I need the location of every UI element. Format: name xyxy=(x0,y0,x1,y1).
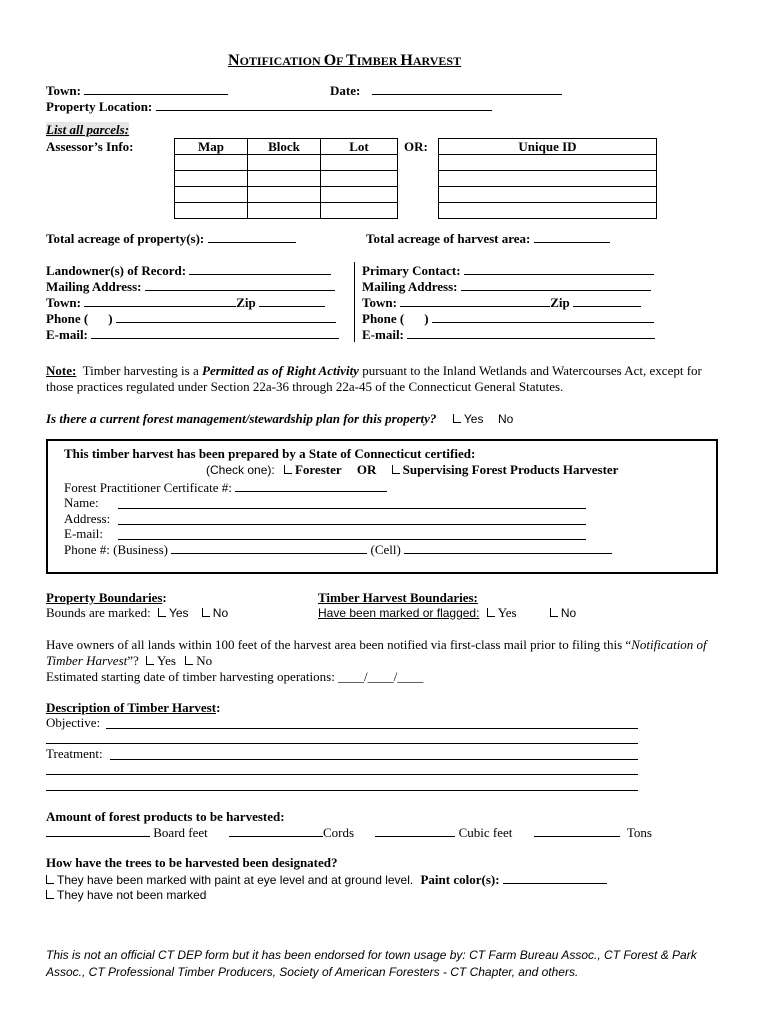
cubic-feet-label: Cubic feet xyxy=(458,825,513,840)
contact-phone-row xyxy=(362,311,654,326)
cubic-feet-field[interactable] xyxy=(375,825,455,837)
table-cell[interactable] xyxy=(321,171,398,187)
notified-yes-label: Yes xyxy=(157,653,176,668)
paint-color-label: Paint color(s): xyxy=(420,872,500,887)
cords-field[interactable] xyxy=(229,825,323,837)
title-part: ARVEST xyxy=(412,54,462,68)
paint-color-field[interactable] xyxy=(503,872,607,884)
cert-number-row xyxy=(64,480,387,495)
cell-phone-field[interactable] xyxy=(404,542,612,554)
assessor-label: Assessor’s Info: xyxy=(46,139,134,154)
board-feet-field[interactable] xyxy=(46,825,150,837)
town-label: Town: xyxy=(46,83,81,98)
landowner-mailing-label: Mailing Address: xyxy=(46,279,142,294)
notified-no-label: No xyxy=(196,653,213,668)
table-header-row xyxy=(175,139,398,155)
contact-email-field[interactable] xyxy=(407,327,655,339)
landowner-email-label: E-mail: xyxy=(46,327,88,342)
total-acreage-harvest-field[interactable] xyxy=(534,231,610,243)
timber-yes-checkbox[interactable] xyxy=(487,608,495,617)
title-part: IMBER xyxy=(356,54,401,68)
table-cell[interactable] xyxy=(321,155,398,171)
cert-name-label: Name: xyxy=(64,495,99,510)
title-part: OTIFICATION xyxy=(239,54,324,68)
table-cell[interactable] xyxy=(248,171,321,187)
form-title xyxy=(228,52,461,70)
board-feet-label: Board feet xyxy=(153,825,208,840)
check-one-label: (Check one): xyxy=(206,463,275,477)
table-row xyxy=(175,155,398,171)
landowner-phone-row xyxy=(46,311,336,326)
owners-notified-emphasis: Notification of Timber Harvest xyxy=(46,637,707,668)
start-date-row[interactable]: Estimated starting date of timber harvesting operations: ____/____/____ xyxy=(46,669,424,684)
contact-town-field[interactable] xyxy=(400,295,550,307)
cert-email-field[interactable] xyxy=(118,539,586,540)
objective-field[interactable] xyxy=(106,728,638,729)
landowner-town-label: Town: xyxy=(46,295,81,310)
note-text: pursuant to the Inland Wetlands and Watercourses Act, except for those practices regulated under Section 22a-36 through 22a-45 of the Connecticut General Statutes. xyxy=(46,363,702,394)
contact-town-row xyxy=(362,295,641,310)
table-row xyxy=(439,203,657,219)
landowner-zip-field[interactable] xyxy=(259,295,325,307)
table-row xyxy=(439,187,657,203)
table-cell[interactable] xyxy=(321,187,398,203)
bounds-marked-row xyxy=(46,605,228,621)
treatment-label: Treatment: xyxy=(46,746,103,761)
property-boundaries-colon: : xyxy=(162,590,167,605)
contact-mailing-field[interactable] xyxy=(461,279,651,291)
timber-no-checkbox[interactable] xyxy=(550,608,558,617)
landowner-zip-label: Zip xyxy=(236,295,256,310)
forester-checkbox[interactable] xyxy=(284,465,292,474)
timber-marked-label: Have been marked or flagged: xyxy=(318,606,480,620)
designation-title: How have the trees to be harvested been designated? xyxy=(46,855,338,870)
note-label: Note: xyxy=(46,363,77,378)
products-title: Amount of forest products to be harvested: xyxy=(46,809,285,824)
description-title-text: Description of Timber Harvest xyxy=(46,700,217,715)
column-divider xyxy=(354,262,355,342)
objective-field-line[interactable] xyxy=(46,743,638,744)
owners-notified-text: Have owners of all lands within 100 feet of the harvest area been notified via first-class mail prior to filing this “ xyxy=(46,637,632,652)
contact-mailing-row xyxy=(362,279,651,294)
tons-label: Tons xyxy=(626,825,652,840)
contact-mailing-label: Mailing Address: xyxy=(362,279,458,294)
table-cell[interactable] xyxy=(175,203,248,219)
contact-zip-label: Zip xyxy=(550,295,570,310)
table-cell[interactable] xyxy=(321,203,398,219)
town-row xyxy=(46,83,228,98)
property-boundaries-title xyxy=(46,590,167,605)
property-location-field[interactable] xyxy=(156,99,492,111)
or-label: OR: xyxy=(404,139,428,154)
landowner-field[interactable] xyxy=(189,263,331,275)
contact-phone-field[interactable] xyxy=(432,311,654,323)
landowner-phone-close: ) xyxy=(108,311,113,326)
landowner-phone-label: Phone ( xyxy=(46,311,89,326)
landowner-town-row xyxy=(46,295,325,310)
title-part: N xyxy=(228,52,240,69)
plan-question-row xyxy=(46,411,513,427)
notified-no-checkbox[interactable] xyxy=(185,656,193,665)
cert-phone-label: Phone #: xyxy=(64,542,110,557)
note-emphasis: Permitted as of Right Activity xyxy=(202,363,359,378)
list-parcels-text: List all parcels xyxy=(46,122,125,137)
list-parcels-colon: : xyxy=(124,122,130,137)
contact-zip-field[interactable] xyxy=(573,295,641,307)
assessor-table xyxy=(174,138,398,219)
marked-checkbox[interactable] xyxy=(46,875,54,884)
notified-yes-checkbox[interactable] xyxy=(146,656,154,665)
plan-yes-label: Yes xyxy=(463,412,484,426)
table-row xyxy=(439,171,657,187)
total-acreage-harvest-row xyxy=(366,231,610,246)
title-part: F xyxy=(336,54,347,68)
contact-email-label: E-mail: xyxy=(362,327,404,342)
check-one-row xyxy=(206,462,618,478)
contact-label: Primary Contact: xyxy=(362,263,461,278)
total-acreage-property-row xyxy=(46,231,296,246)
total-acreage-property-label: Total acreage of property(s): xyxy=(46,231,205,246)
treatment-field[interactable] xyxy=(110,759,638,760)
business-phone-field[interactable] xyxy=(171,542,367,554)
products-row xyxy=(46,825,652,840)
plan-yes-checkbox[interactable] xyxy=(453,414,461,423)
cell-phone-label: (Cell) xyxy=(370,542,401,557)
cert-name-field[interactable] xyxy=(118,508,586,509)
unique-id-table xyxy=(438,138,657,219)
plan-question-label: Is there a current forest management/stewardship plan for this property? xyxy=(46,411,437,426)
owners-notified-text: ”? xyxy=(127,653,139,668)
cert-number-label: Forest Practitioner Certificate #: xyxy=(64,480,232,495)
table-cell[interactable] xyxy=(248,187,321,203)
certification-title: This timber harvest has been prepared by a State of Connecticut certified: xyxy=(64,446,476,461)
marked-label: They have been marked with paint at eye level and at ground level. xyxy=(57,873,414,887)
timber-yes-label: Yes xyxy=(497,605,517,620)
landowner-label: Landowner(s) of Record: xyxy=(46,263,187,278)
contact-field[interactable] xyxy=(464,263,654,275)
title-part: O xyxy=(323,52,337,69)
table-row xyxy=(175,203,398,219)
table-cell[interactable] xyxy=(175,187,248,203)
cert-phone-row xyxy=(64,542,612,557)
landowner-town-field[interactable] xyxy=(84,295,236,307)
list-parcels-label xyxy=(46,122,129,137)
bounds-yes-label: Yes xyxy=(168,606,189,620)
cords-label: Cords xyxy=(323,825,355,840)
footer-note: This is not an official CT DEP form but it has been endorsed for town usage by: CT Farm Bureau Assoc., CT Forest & Park Assoc., CT Professional Timber Producers, Society of American Foresters - CT Chapter, and others. xyxy=(46,948,697,979)
landowner-phone-field[interactable] xyxy=(116,311,336,323)
landowner-mailing-field[interactable] xyxy=(145,279,335,291)
objective-label: Objective: xyxy=(46,715,101,730)
not-marked-label: They have not been marked xyxy=(57,888,207,902)
cert-number-field[interactable] xyxy=(235,480,387,492)
table-cell[interactable] xyxy=(175,155,248,171)
bounds-no-checkbox[interactable] xyxy=(202,608,210,617)
forester-label: Forester xyxy=(294,462,342,477)
property-boundaries-text: Property Boundaries xyxy=(46,590,163,605)
treatment-field-line[interactable] xyxy=(46,774,638,775)
cert-address-field[interactable] xyxy=(118,524,586,525)
title-part: H xyxy=(400,52,413,69)
contact-email-row xyxy=(362,327,655,342)
table-cell[interactable] xyxy=(248,203,321,219)
description-title-colon: : xyxy=(216,700,221,715)
treatment-field-line[interactable] xyxy=(46,790,638,791)
landowner-mailing-row xyxy=(46,279,335,294)
note-paragraph xyxy=(46,363,722,395)
landowner-email-field[interactable] xyxy=(91,327,339,339)
bounds-no-label: No xyxy=(212,606,229,620)
timber-no-label: No xyxy=(560,606,577,620)
date-label: Date: xyxy=(330,83,361,98)
or-label: OR xyxy=(356,462,377,477)
table-row xyxy=(439,155,657,171)
description-title xyxy=(46,700,220,715)
table-cell[interactable] xyxy=(439,187,657,203)
property-location-label: Property Location: xyxy=(46,99,153,114)
timber-boundaries-title: Timber Harvest Boundaries: xyxy=(318,590,478,605)
table-row xyxy=(175,187,398,203)
table-cell[interactable] xyxy=(175,171,248,187)
date-row xyxy=(330,83,562,98)
lot-header: Lot xyxy=(321,139,398,155)
table-cell[interactable] xyxy=(439,203,657,219)
contact-phone-close: ) xyxy=(424,311,429,326)
not-marked-checkbox[interactable] xyxy=(46,890,54,899)
timber-marked-row xyxy=(318,605,576,621)
cert-address-label: Address: xyxy=(64,511,111,526)
table-cell[interactable] xyxy=(248,155,321,171)
map-header: Map xyxy=(175,139,248,155)
block-header: Block xyxy=(248,139,321,155)
title-part: T xyxy=(346,52,357,69)
total-acreage-property-field[interactable] xyxy=(208,231,296,243)
designation-not-marked-row xyxy=(46,887,206,903)
landowner-row xyxy=(46,263,331,278)
harvester-checkbox[interactable] xyxy=(392,465,400,474)
owners-notified-question xyxy=(46,637,722,669)
table-row xyxy=(175,171,398,187)
tons-field[interactable] xyxy=(534,825,620,837)
table-cell[interactable] xyxy=(439,155,657,171)
bounds-marked-label: Bounds are marked: xyxy=(46,605,151,620)
contact-town-label: Town: xyxy=(362,295,397,310)
bounds-yes-checkbox[interactable] xyxy=(158,608,166,617)
landowner-email-row xyxy=(46,327,339,342)
cert-email-label: E-mail: xyxy=(64,526,103,541)
harvester-label: Supervising Forest Products Harvester xyxy=(402,462,619,477)
plan-no-label: No xyxy=(497,412,514,426)
table-cell[interactable] xyxy=(439,171,657,187)
contact-row xyxy=(362,263,654,278)
contact-phone-label: Phone ( xyxy=(362,311,405,326)
unique-id-header: Unique ID xyxy=(439,139,657,155)
property-location-row xyxy=(46,99,492,114)
date-field[interactable] xyxy=(372,83,562,95)
table-header-row xyxy=(439,139,657,155)
town-field[interactable] xyxy=(84,83,228,95)
designation-marked-row xyxy=(46,872,607,888)
business-phone-label: (Business) xyxy=(113,542,169,557)
total-acreage-harvest-label: Total acreage of harvest area: xyxy=(366,231,531,246)
note-text: Timber harvesting is a xyxy=(82,363,202,378)
